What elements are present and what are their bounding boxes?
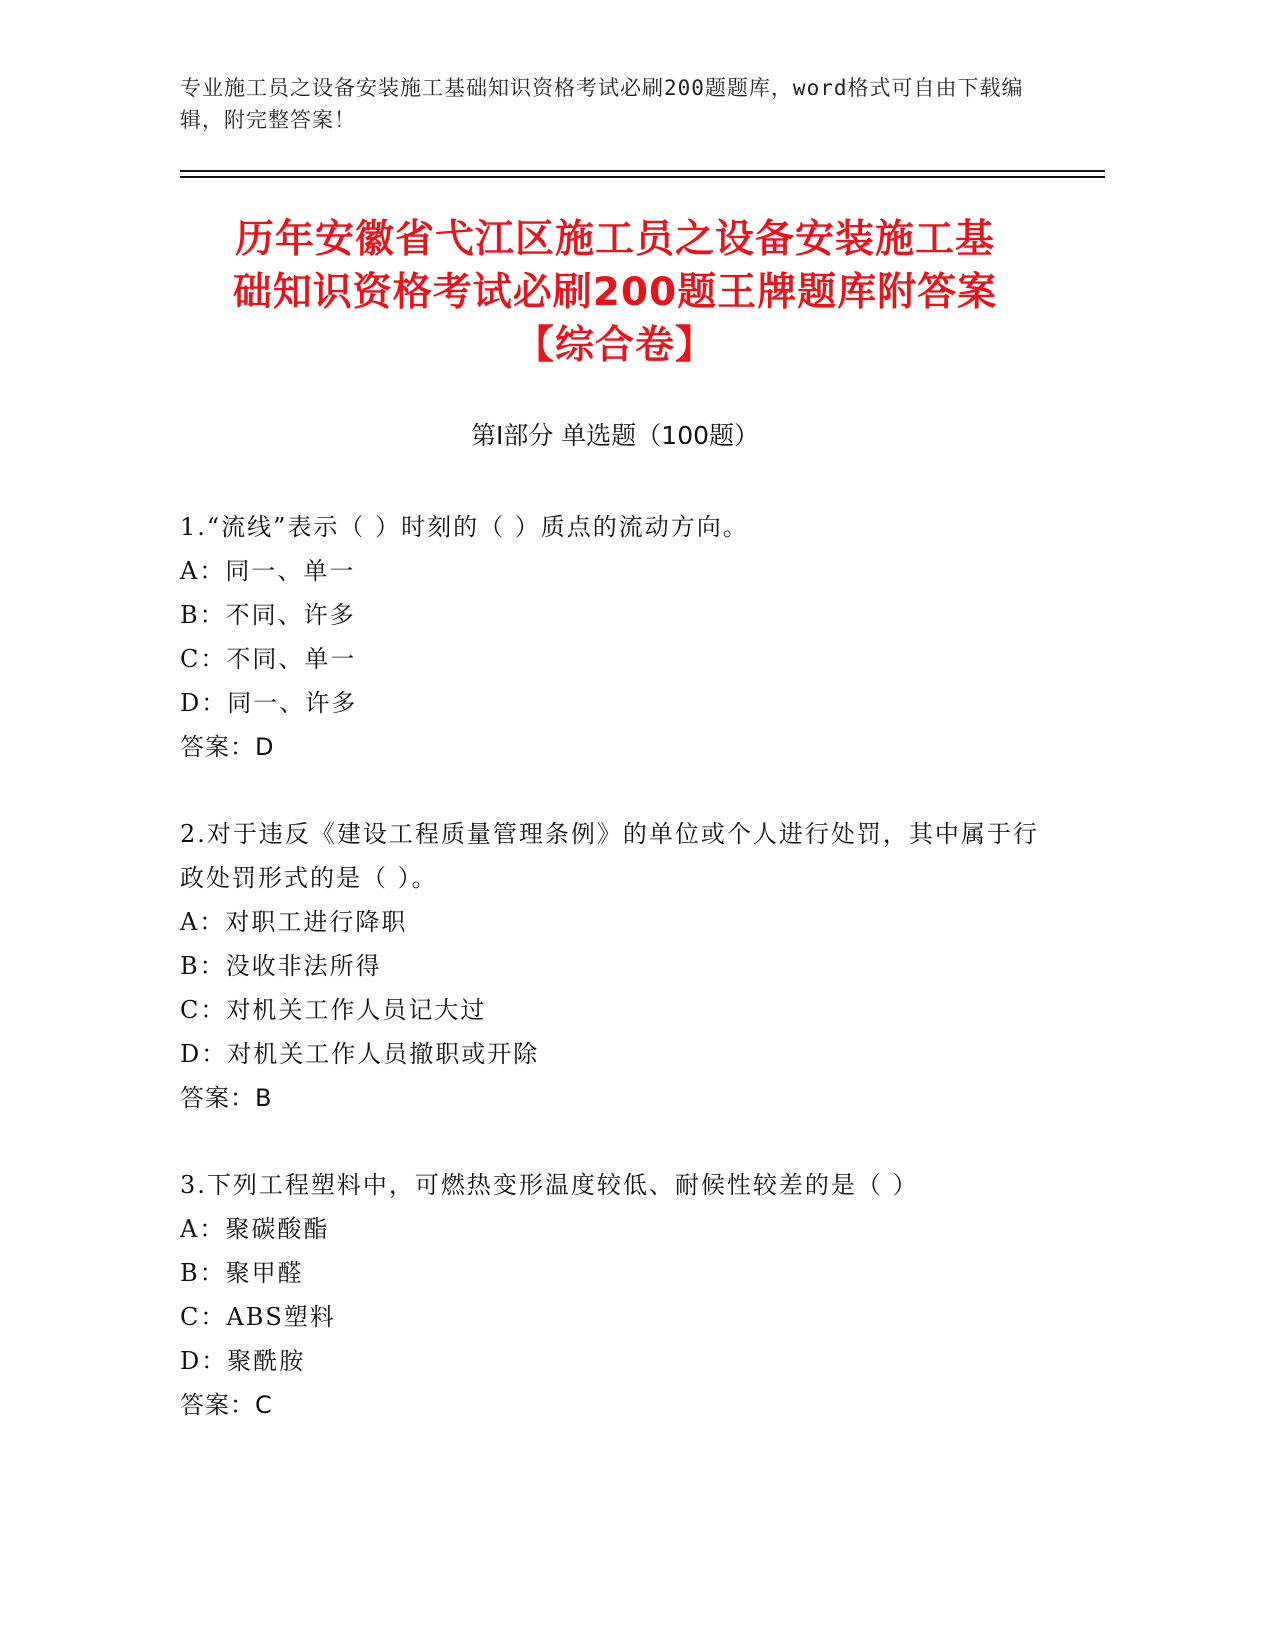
question-1 [180,505,1040,769]
header-note: 专业施工员之设备安装施工基础知识资格考试必刷200题题库，word格式可自由下载编辑，附完整答案！ [180,76,1024,132]
question-stem: 1.“流线”表示（ ）时刻的（ ）质点的流动方向。 [180,513,749,541]
option-a: A：对职工进行降职 [180,908,408,936]
option-d: D：同一、许多 [180,689,358,717]
option-a: A：聚碳酸酯 [180,1215,330,1243]
question-3 [180,1163,1040,1427]
header-rule-top [180,170,1105,172]
section-heading: 第Ⅰ部分 单选题（100题） [470,421,760,450]
option-c: C：对机关工作人员记大过 [180,996,487,1024]
question-stem: 2.对于违反《建设工程质量管理条例》的单位或个人进行处罚，其中属于行政处罚形式的是（ ）。 [180,820,1039,892]
title-line-3: 【综合卷】 [514,323,715,368]
option-d: D：对机关工作人员撤职或开除 [180,1040,540,1068]
header-rule-bottom [180,176,1105,178]
option-a: A：同一、单一 [180,557,356,585]
question-stem: 3.下列工程塑料中，可燃热变形温度较低、耐候性较差的是（ ） [180,1171,919,1199]
question-2 [180,812,1040,1120]
option-c: C：ABS塑料 [180,1303,336,1331]
title-line-1: 历年安徽省弋江区施工员之设备安装施工基 [234,217,995,262]
answer: 答案：D [180,733,275,761]
option-b: B：没收非法所得 [180,952,382,980]
title-line-2: 础知识资格考试必刷200题王牌题库附答案 [232,270,998,315]
option-b: B：不同、许多 [180,601,356,629]
option-b: B：聚甲醛 [180,1259,304,1287]
document-title [180,213,1050,372]
answer: 答案：C [180,1391,273,1419]
option-d: D：聚酰胺 [180,1347,306,1375]
answer: 答案：B [180,1084,273,1112]
question-list [180,505,1040,1470]
option-c: C：不同、单一 [180,645,357,673]
